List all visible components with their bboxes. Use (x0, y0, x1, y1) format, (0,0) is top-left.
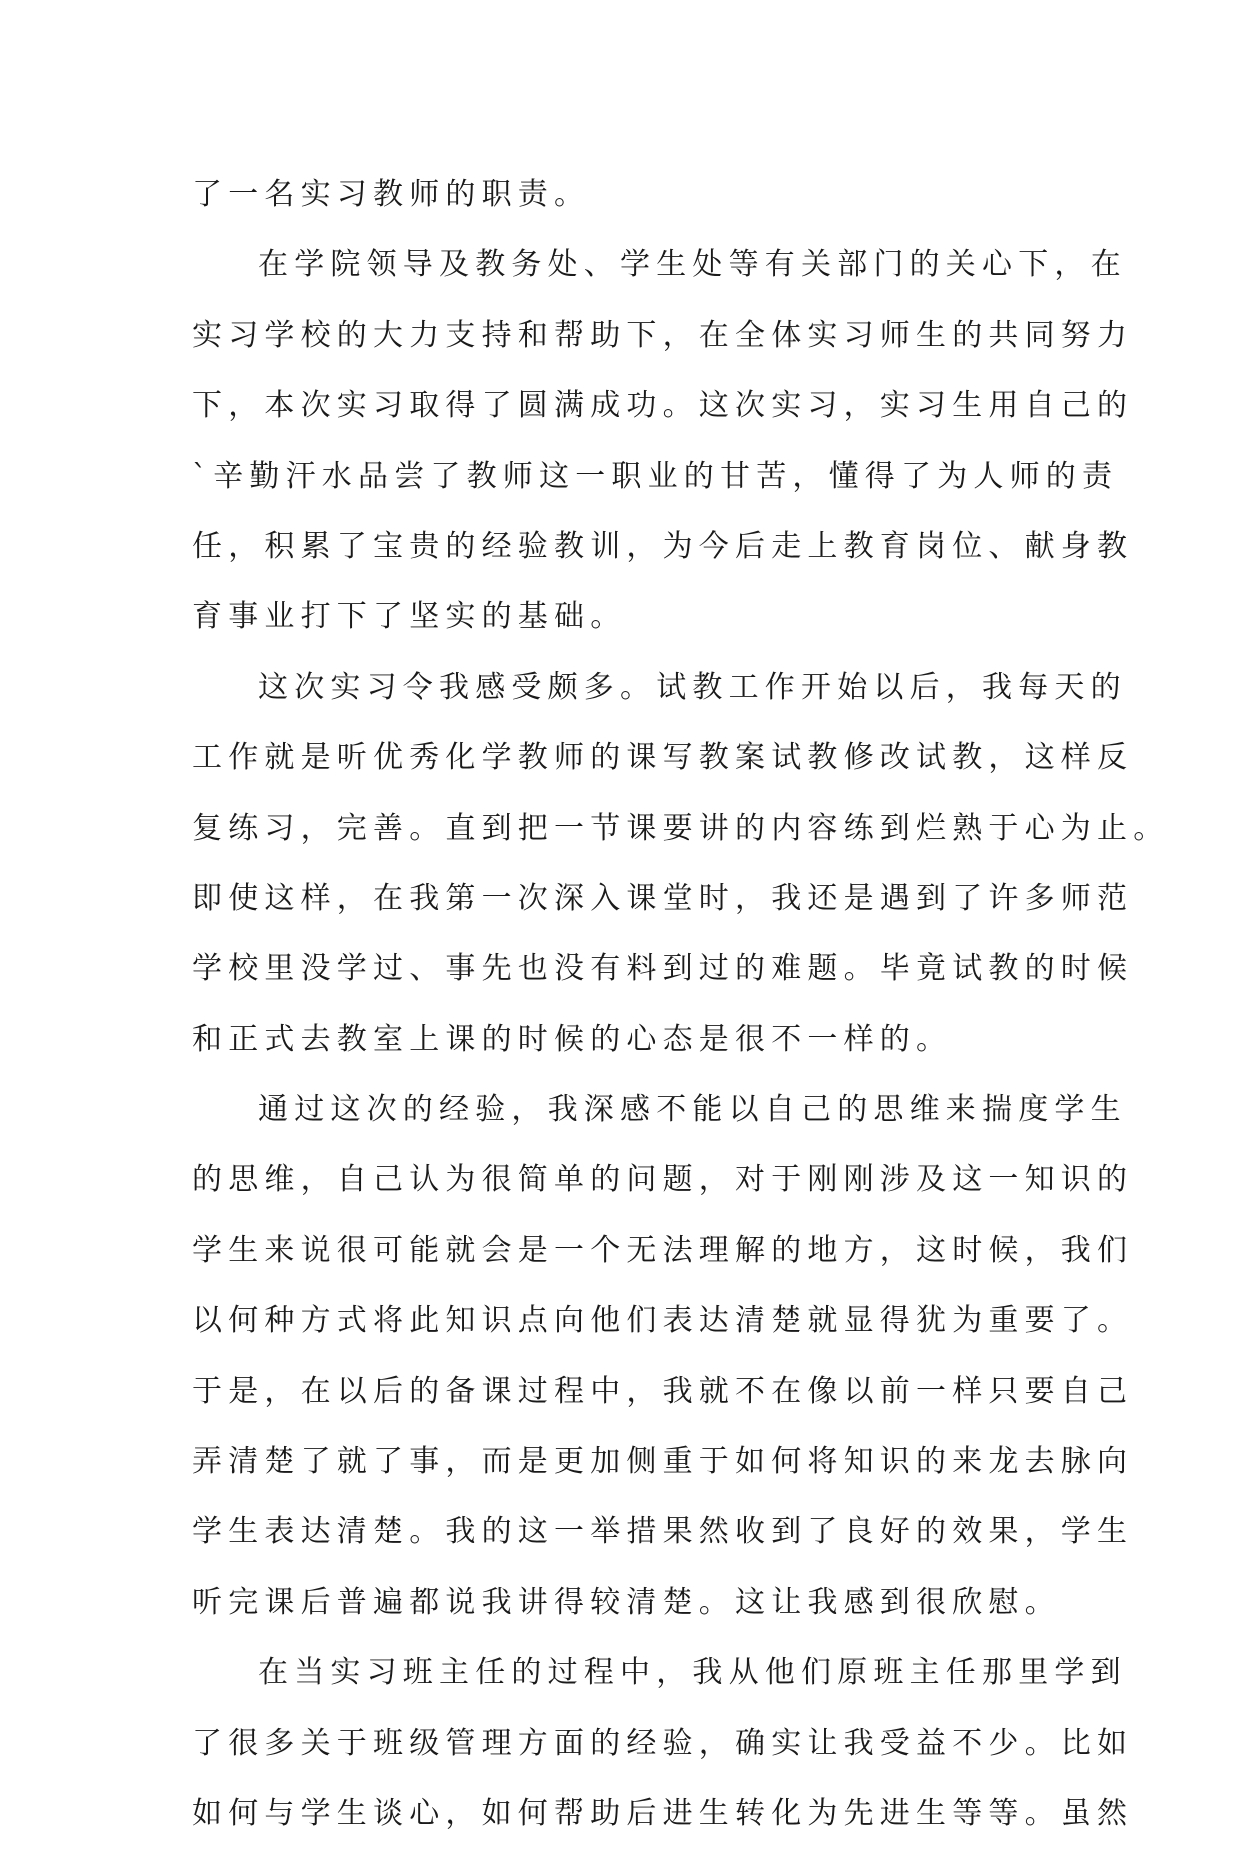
paragraph-first-line: 在当实习班主任的过程中，我从他们原班主任那里学到 (258, 1655, 1127, 1691)
text-line: 复练习，完善。直到把一节课要讲的内容练到烂熟于心为止。 (192, 810, 1170, 846)
text-line: 了很多关于班级管理方面的经验，确实让我受益不少。比如 (192, 1725, 1134, 1761)
text-line: 学生表达清楚。我的这一举措果然收到了良好的效果，学生 (192, 1514, 1134, 1550)
text-line: 即使这样，在我第一次深入课堂时，我还是遇到了许多师范 (192, 880, 1134, 916)
document-body (192, 160, 1170, 1849)
paragraph-first-line: 在学院领导及教务处、学生处等有关部门的关心下，在 (258, 247, 1127, 283)
text-line: 如何与学生谈心，如何帮助后进生转化为先进生等等。虽然 (192, 1795, 1134, 1831)
text-line: 学生来说很可能就会是一个无法理解的地方，这时候，我们 (192, 1232, 1134, 1268)
text-line: 了一名实习教师的职责。 (192, 177, 591, 212)
text-line: 工作就是听优秀化学教师的课写教案试教修改试教，这样反 (192, 740, 1134, 776)
text-line: 实习学校的大力支持和帮助下，在全体实习师生的共同努力 (192, 317, 1134, 353)
text-line: 的思维，自己认为很简单的问题，对于刚刚涉及这一知识的 (192, 1162, 1134, 1198)
paragraph-first-line: 这次实习令我感受颇多。试教工作开始以后，我每天的 (258, 669, 1127, 705)
text-line: 育事业打下了坚实的基础。 (192, 599, 627, 635)
text-line: 以何种方式将此知识点向他们表达清楚就显得犹为重要了。 (192, 1303, 1134, 1339)
text-line: `辛勤汗水品尝了教师这一职业的甘苦，懂得了为人师的责 (192, 458, 1119, 494)
text-line: 听完课后普遍都说我讲得较清楚。这让我感到很欣慰。 (192, 1584, 1061, 1620)
text-line: 任，积累了宝贵的经验教训，为今后走上教育岗位、献身教 (192, 528, 1134, 564)
text-line: 和正式去教室上课的时候的心态是很不一样的。 (192, 1021, 953, 1057)
text-line: 学校里没学过、事先也没有料到过的难题。毕竟试教的时候 (192, 951, 1134, 987)
paragraph-first-line: 通过这次的经验，我深感不能以自己的思维来揣度学生 (258, 1092, 1127, 1128)
text-line: 下，本次实习取得了圆满成功。这次实习，实习生用自己的 (192, 388, 1134, 424)
text-line: 于是，在以后的备课过程中，我就不在像以前一样只要自己 (192, 1373, 1134, 1409)
text-line: 弄清楚了就了事，而是更加侧重于如何将知识的来龙去脉向 (192, 1444, 1134, 1480)
